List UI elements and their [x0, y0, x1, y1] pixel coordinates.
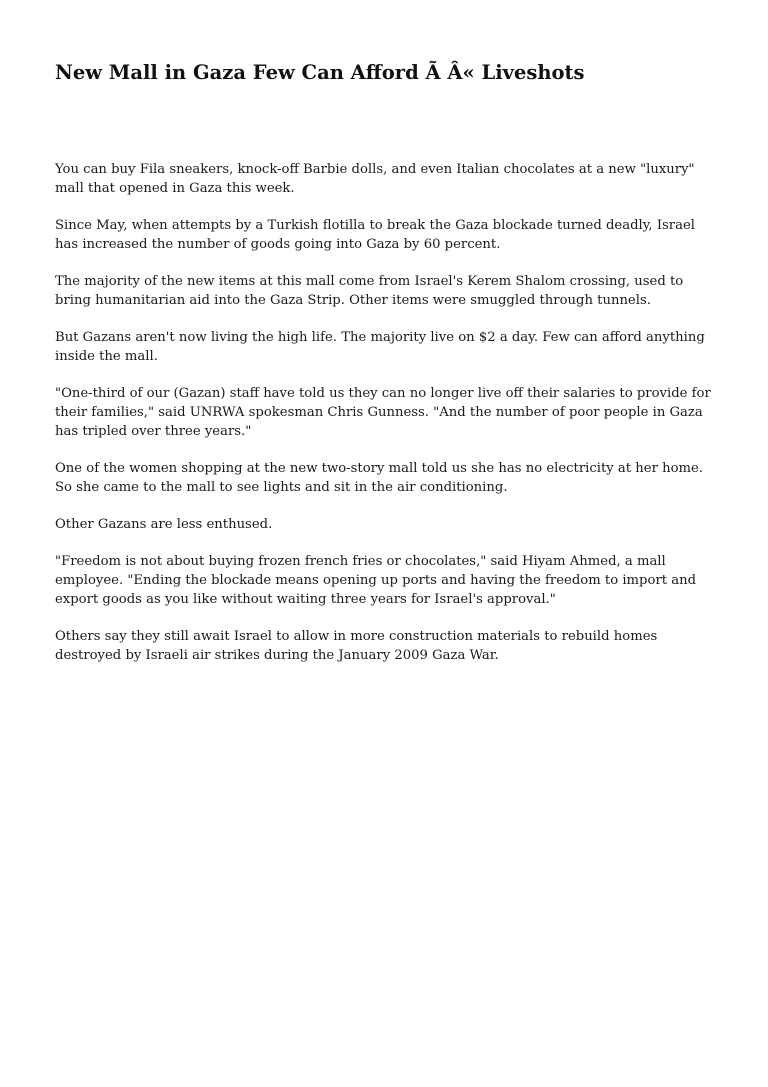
document-title: New Mall in Gaza Few Can Afford Ã Â« Liveshots — [55, 61, 585, 84]
paragraph-5: "One-third of our (Gazan) staff have told us they can no longer live off their salaries to provide for their families," said UNRWA spokesman Chris Gunness. "And the number of poor people in Gaza has tripled over three years." — [55, 386, 711, 439]
paragraph-7: Other Gazans are less enthused. — [55, 517, 273, 532]
paragraph-9: Others say they still await Israel to allow in more construction materials to rebuild homes destroyed by Israeli air strikes during the January 2009 Gaza War. — [55, 629, 658, 663]
document-body — [55, 160, 720, 683]
paragraph-8: "Freedom is not about buying frozen french fries or chocolates," said Hiyam Ahmed, a mall employee. "Ending the blockade means opening up ports and having the freedom to import and export goods as you like without waiting three years for Israel's approval." — [55, 554, 697, 607]
paragraph-2: Since May, when attempts by a Turkish flotilla to break the Gaza blockade turned deadly, Israel has increased the number of goods going into Gaza by 60 percent. — [55, 218, 695, 252]
paragraph-4: But Gazans aren't now living the high life. The majority live on $2 a day. Few can afford anything inside the mall. — [55, 330, 705, 364]
paragraph-6: One of the women shopping at the new two-story mall told us she has no electricity at her home. So she came to the mall to see lights and sit in the air conditioning. — [55, 461, 704, 495]
paragraph-3: The majority of the new items at this mall come from Israel's Kerem Shalom crossing, used to bring humanitarian aid into the Gaza Strip. Other items were smuggled through tunnels. — [55, 274, 684, 308]
paragraph-1: You can buy Fila sneakers, knock-off Barbie dolls, and even Italian chocolates at a new "luxury" mall that opened in Gaza this week. — [55, 162, 695, 196]
